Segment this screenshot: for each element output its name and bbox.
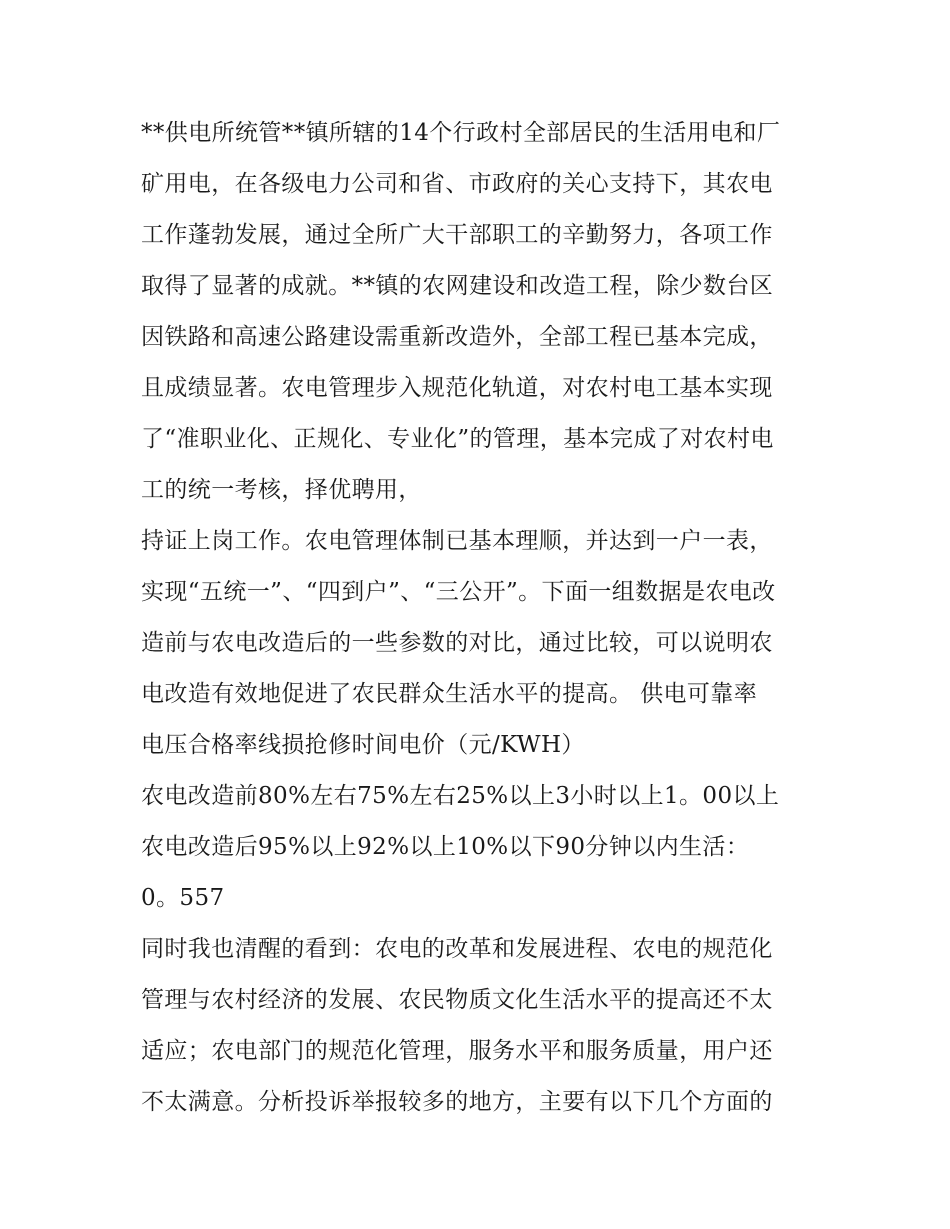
text-line: 矿用电，在各级电力公司和省、市政府的关心支持下，其农电 [141, 171, 773, 197]
table-row-after: 农电改造后95%以上92%以上10%以下90分钟以内生活： [141, 834, 750, 860]
text-line: 不太满意。分析投诉举报较多的地方，主要有以下几个方面的 [141, 1089, 773, 1115]
body-text [141, 108, 821, 1128]
table-header-line: 电压合格率线损抢修时间电价（元/KWH） [141, 732, 585, 758]
text-line: 因铁路和高速公路建设需重新改造外，全部工程已基本完成， [141, 324, 773, 350]
text-line: 工的统一考核，择优聘用， [141, 477, 422, 503]
text-line: **供电所统管**镇所辖的14个行政村全部居民的生活用电和厂 [141, 120, 781, 146]
text-line: 取得了显著的成就。**镇的农网建设和改造工程，除少数台区 [141, 273, 774, 299]
text-line: 且成绩显著。农电管理步入规范化轨道，对农村电工基本实现 [141, 375, 773, 401]
text-line: 造前与农电改造后的一些参数的对比，通过比较，可以说明农 [141, 630, 773, 656]
table-row-after-continued: 0。557 [141, 885, 225, 911]
text-line: 实现“五统一”、“四到户”、“三公开”。下面一组数据是农电改 [141, 579, 776, 605]
table-row-before: 农电改造前80%左右75%左右25%以上3小时以上1。00以上 [141, 783, 780, 809]
text-line: 电改造有效地促进了农民群众生活水平的提高。 供电可靠率 [141, 681, 758, 707]
text-line: 持证上岗工作。农电管理体制已基本理顺，并达到一户一表， [141, 528, 773, 554]
text-line: 工作蓬勃发展，通过全所广大干部职工的辛勤努力，各项工作 [141, 222, 773, 248]
text-line: 同时我也清醒的看到：农电的改革和发展进程、农电的规范化 [141, 936, 773, 962]
text-line: 了“准职业化、正规化、专业化”的管理，基本完成了对农村电 [141, 426, 774, 452]
text-line: 适应；农电部门的规范化管理，服务水平和服务质量，用户还 [141, 1038, 773, 1064]
text-line: 管理与农村经济的发展、农民物质文化生活水平的提高还不太 [141, 987, 773, 1013]
